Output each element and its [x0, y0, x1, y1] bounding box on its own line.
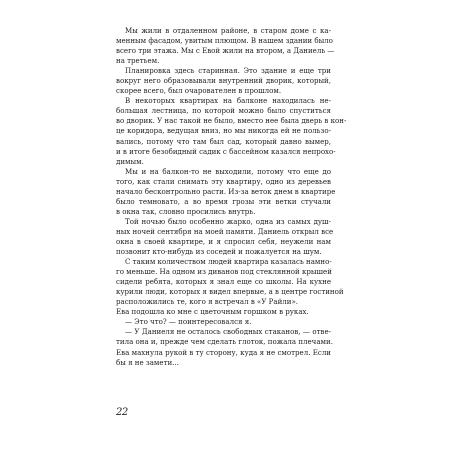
text-line: бы я не замети...	[116, 357, 179, 367]
text-line: го меньше. На одном из диванов под стеклянной крышей	[116, 267, 332, 277]
text-line: Ева подошла ко мне с цветочным горшком в руках.	[116, 307, 309, 317]
text-line: — Это что? — поинтересовался я.	[125, 317, 252, 327]
text-line: вались, потому что там был сад, который давно вымер,	[116, 136, 331, 146]
text-line: Мы жили в отдаленном районе, в старом доме с ка-	[125, 26, 331, 35]
text-line: В некоторых квартирах на балконе находилась не-	[125, 96, 331, 106]
text-line: Ева махнула рукой в ту сторону, куда я не смотрел. Если	[116, 347, 331, 357]
text-line: было темновато, а во время грозы эти ветки стучали	[116, 196, 331, 206]
text-line: на третьем.	[116, 56, 160, 66]
text-line: позвонит кто-нибудь из соседей и пожалуется на шум.	[116, 247, 322, 257]
text-line: ных ночей сентября на моей памяти. Даниель открыл все	[116, 226, 334, 236]
text-line: тила она и, прежде чем сделать глоток, пожала плечами.	[116, 337, 333, 347]
text-line: всего три этажа. Мы с Евой жили на втором, а Даниель —	[116, 46, 335, 56]
text-line: Планировка здесь старинная. Это здание и еще три	[125, 66, 331, 76]
text-line: во дворик. У нас такой не было, вместо нее была дверь в кон-	[116, 116, 347, 126]
text-line: курили люди, которых я видел впервые, а в центре гостиной	[116, 287, 344, 297]
text-line: и в итоге безобидный садик с бассейном казался непрохо-	[116, 146, 336, 156]
text-line: менным фасадом, увитым плющом. В нашем здании было	[116, 36, 333, 46]
text-line: скорее всего, был очарователен в прошлом.	[116, 86, 282, 96]
text-line: це коридора, ведущая вниз, но мы никогда ей не пользо-	[116, 126, 331, 136]
text-line: вокруг него образовывали внутренний дворик, который,	[116, 76, 331, 86]
text-line: димым.	[116, 156, 144, 166]
text-line: Той ночью было особенно жарко, одна из самых душ-	[125, 216, 331, 226]
text-line: сидели ребята, которых я знал еще со школы. На кухне	[116, 277, 331, 287]
text-line: большая лестница, по которой можно было спуститься	[116, 106, 331, 116]
text-line: — У Даниеля не осталось свободных стаканов, — отве-	[125, 327, 331, 337]
text-line: в окна так, словно просились внутрь.	[116, 206, 256, 216]
text-line: того, как стали снимать эту квартиру, одно из деревьев	[116, 176, 331, 186]
body-text	[116, 26, 347, 368]
page-number: 22	[116, 407, 128, 418]
text-line: окна в своей квартире, и я спросил себя, неужели нам	[116, 236, 331, 246]
text-line: расположились те, кого я встречал в «У Райли».	[116, 297, 299, 307]
text-line: С таким количеством людей квартира казалась намно-	[125, 257, 332, 267]
text-line: начало бесконтрольно расти. Из-за веток днем в квартире	[116, 186, 336, 196]
text-line: Мы и на балкон-то не выходили, потому что еще до	[125, 166, 331, 176]
